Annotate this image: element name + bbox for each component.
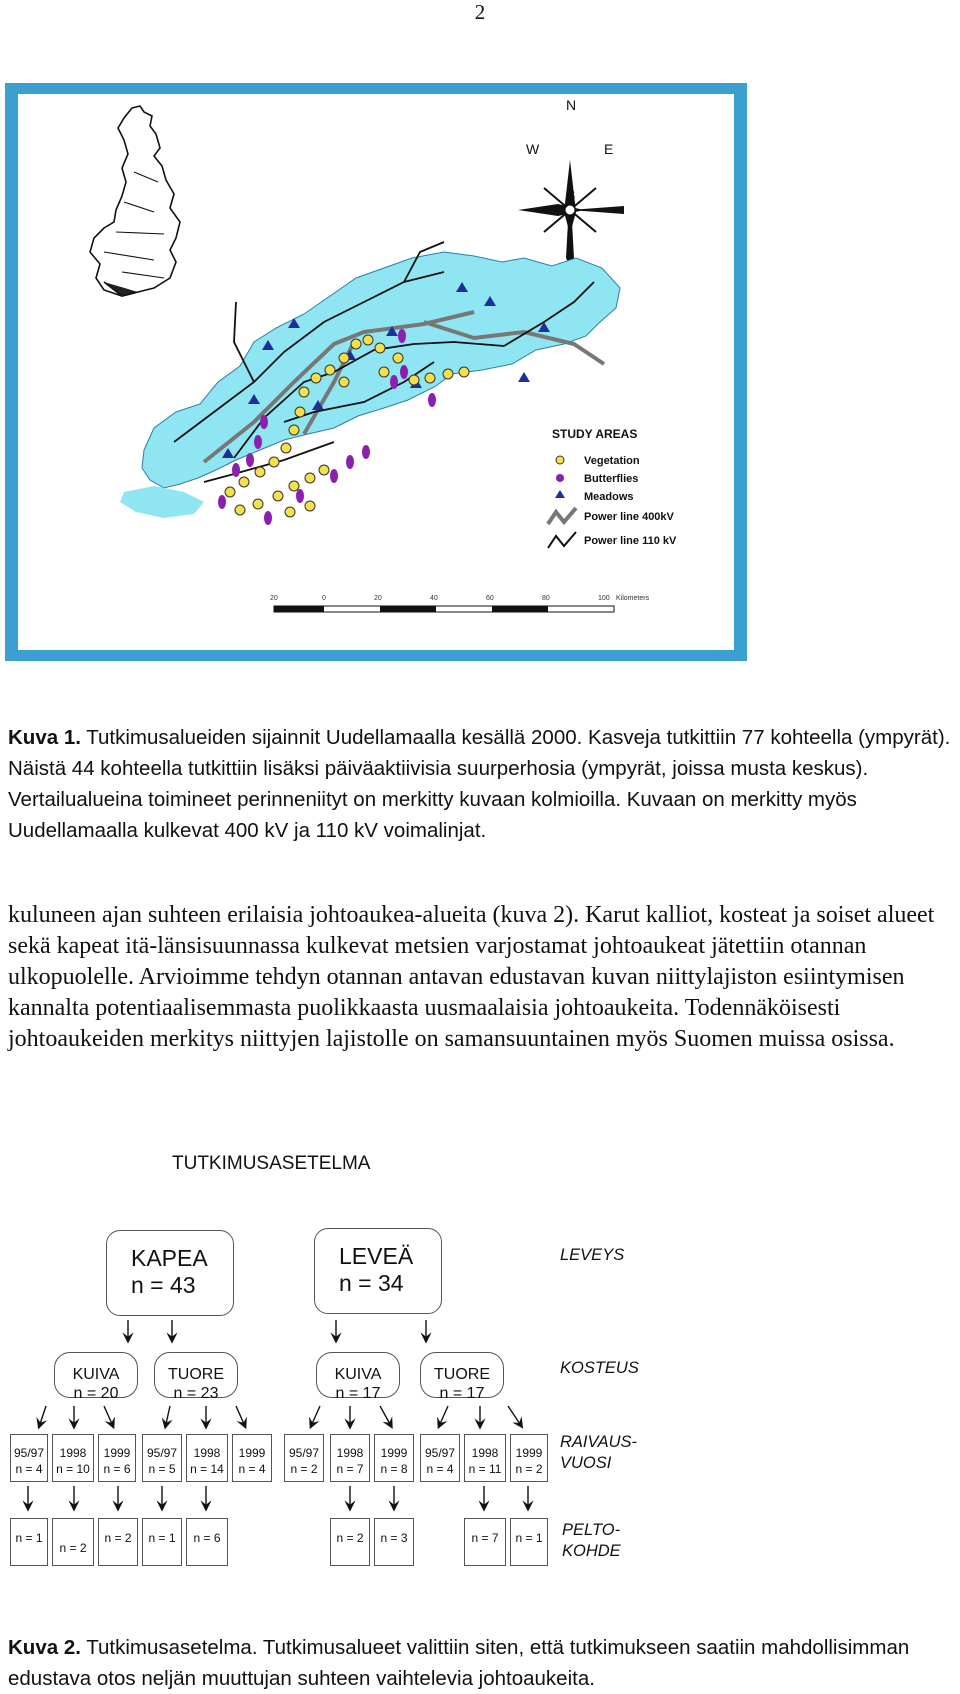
scale-label-4: 60: [486, 595, 494, 602]
level-label-clearing: [560, 1432, 637, 1474]
year-box-11-year: 1998: [471, 1446, 499, 1460]
year-box-1-year: 95/97: [13, 1446, 45, 1460]
level-label-field-1: PELTO-: [562, 1521, 621, 1539]
year-box-5-year: 1998: [193, 1446, 221, 1460]
field-box-7: n = 3: [374, 1518, 414, 1566]
figure-2-label: Kuva 2.: [8, 1636, 81, 1659]
figure-1-caption: [8, 722, 954, 846]
year-box-9-count: n = 8: [380, 1462, 408, 1476]
figure-1-label: Kuva 1.: [8, 726, 81, 749]
year-box-7-year: 95/97: [288, 1446, 320, 1460]
level-label-clearing-2: VUOSI: [560, 1454, 612, 1472]
figure-2-text: Tutkimusasetelma. Tutkimusalueet valittiin siten, että tutkimukseen saatiin mahdollisimman edustava otos neljän muuttujan suhteen vaihtelevia johtoaukeita.: [8, 1636, 910, 1690]
levea-label: LEVEÄ: [339, 1243, 414, 1269]
compass-s: S: [566, 187, 576, 203]
scale-unit: Kilometers: [616, 595, 650, 602]
body-paragraph: kuluneen ajan suhteen erilaisia johtoaukea-alueita (kuva 2). Karut kalliot, kosteat ja soiset alueet sekä kapeat itä-länsisuunnassa kulkevat metsien varjostamat johtoaukeat jätettiin otannan ulkopuolelle. Arvioimme tehdyn otannan antavan edustavan kuvan niittylajiston esiintymisen kannalta potentiaalisemmasta puolikkaasta uusmaalaisia johtoaukeita. Todennäköisesti johtoaukeiden merkitys niittyjen lajistolle on samansuuntainen myös Suomen muissa osissa.: [8, 902, 935, 1052]
year-box-10-count: n = 4: [426, 1462, 454, 1476]
year-box-4-count: n = 5: [148, 1462, 176, 1476]
kapea-box: [106, 1230, 234, 1316]
field-box-3: n = 2: [98, 1518, 138, 1566]
legend-power-110: Power line 110 kV: [584, 535, 677, 547]
scale-label-3: 40: [430, 595, 438, 602]
level-label-clearing-1: RAIVAUS-: [560, 1433, 638, 1451]
year-box-10-year: 95/97: [424, 1446, 456, 1460]
moisture-box-2-label: TUORE: [168, 1366, 224, 1383]
moisture-box-2-count: n = 23: [173, 1385, 219, 1402]
year-box-5-count: n = 14: [190, 1462, 224, 1476]
year-box-11-count: n = 11: [468, 1462, 502, 1476]
field-box-6: n = 2: [330, 1518, 370, 1566]
year-box-4-year: 95/97: [146, 1446, 178, 1460]
page-number: 2: [474, 0, 486, 24]
scale-label-1: 0: [322, 595, 326, 602]
moisture-box-3-count: n = 17: [335, 1385, 381, 1402]
compass-w: W: [526, 141, 540, 157]
year-box-12-count: n = 2: [515, 1462, 543, 1476]
year-box-3-count: n = 6: [103, 1462, 131, 1476]
diagram-title: TUTKIMUSASETELMA: [172, 1153, 371, 1174]
field-box-1: n = 1: [10, 1518, 48, 1566]
compass-n: N: [566, 97, 577, 113]
study-area-map: [4, 82, 748, 662]
legend-title: STUDY AREAS: [552, 427, 638, 441]
scale-label-0: 20: [270, 595, 278, 602]
level-label-field-2: KOHDE: [562, 1542, 621, 1560]
year-box-2-count: n = 10: [56, 1462, 90, 1476]
level-label-moisture: KOSTEUS: [560, 1359, 639, 1377]
moisture-box-4-label: TUORE: [434, 1366, 490, 1383]
moisture-box-4-count: n = 17: [439, 1385, 485, 1402]
year-box-9-year: 1999: [380, 1446, 408, 1460]
compass-e: E: [604, 141, 614, 157]
year-box-6-count: n = 4: [238, 1462, 266, 1476]
field-box-2: n = 2: [52, 1518, 94, 1566]
legend-butterflies: Butterflies: [584, 473, 639, 485]
year-box-2-year: 1998: [59, 1446, 87, 1460]
year-box-6-year: 1999: [238, 1446, 266, 1460]
scale-label-2: 20: [374, 595, 382, 602]
scale-label-5: 80: [542, 595, 550, 602]
moisture-box-3-label: KUIVA: [334, 1366, 382, 1383]
level-label-width: LEVEYS: [560, 1246, 625, 1264]
levea-box: [314, 1228, 442, 1314]
kapea-count: n = 43: [131, 1272, 196, 1298]
year-box-12-year: 1999: [515, 1446, 543, 1460]
year-box-8-count: n = 7: [336, 1462, 364, 1476]
level-label-field: [562, 1520, 621, 1562]
year-box-8-year: 1998: [336, 1446, 364, 1460]
figure-1-text: Tutkimusalueiden sijainnit Uudellamaalla kesällä 2000. Kasveja tutkittiin 77 kohteella (ympyrät). Näistä 44 kohteella tutkittiin lisäksi päiväaktiivisia suurperhosia (ympyrät, joissa musta keskus). Vertailualueina toimineet perinneniityt on merkitty kuvaan kolmioilla. Kuvaan on merkitty myös Uudellamaalla kulkevat 400 kV ja 110 kV voimalinjat.: [8, 726, 951, 842]
figure-2-caption: [8, 1632, 954, 1694]
diagram-arrows: [0, 1316, 560, 1516]
field-box-9: n = 1: [510, 1518, 548, 1566]
levea-count: n = 34: [339, 1270, 404, 1296]
field-box-5: n = 6: [186, 1518, 228, 1566]
year-box-1-count: n = 4: [15, 1462, 43, 1476]
moisture-box-1-count: n = 20: [73, 1385, 119, 1402]
kapea-label: KAPEA: [131, 1245, 208, 1271]
legend-vegetation: Vegetation: [584, 455, 640, 467]
field-box-4: n = 1: [142, 1518, 182, 1566]
legend-power-400: Power line 400kV: [584, 511, 674, 523]
year-box-3-year: 1999: [103, 1446, 131, 1460]
year-box-7-count: n = 2: [290, 1462, 318, 1476]
scale-label-6: 100: [598, 595, 610, 602]
moisture-box-1-label: KUIVA: [72, 1366, 120, 1383]
field-box-8: n = 7: [464, 1518, 506, 1566]
legend-meadows: Meadows: [584, 491, 634, 503]
